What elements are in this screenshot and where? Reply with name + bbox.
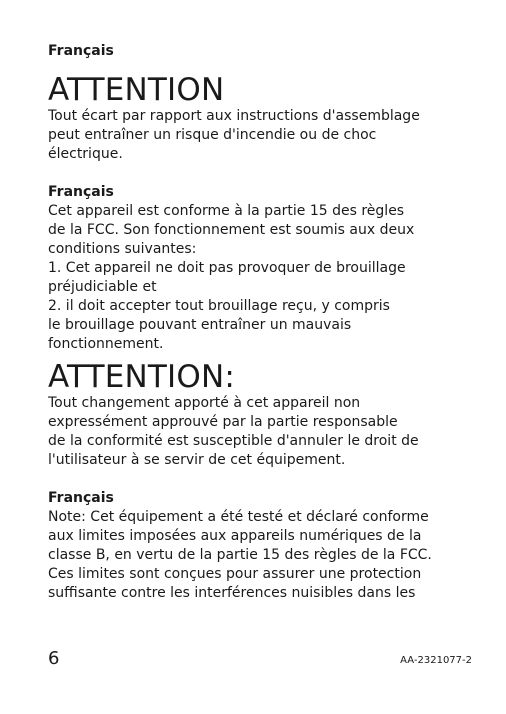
language-label-3: Français [48,490,114,506]
text-line: fonctionnement. [48,336,164,352]
document-page [48,42,468,603]
text-line: Tout écart par rapport aux instructions d'assemblage [48,108,420,124]
text-line: aux limites imposées aux appareils numériques de la [48,528,422,544]
fcc-compliance-paragraph [48,202,468,354]
text-line: Note: Cet équipement a été testé et déclaré conforme [48,509,429,525]
text-line: de la conformité est susceptible d'annuler le droit de [48,433,419,449]
text-line: classe B, en vertu de la partie 15 des règles de la FCC. [48,547,432,563]
attention-colon-heading: ATTENTION: [48,359,236,395]
text-line: de la FCC. Son fonctionnement est soumis aux deux [48,222,415,238]
text-line: Tout changement apporté à cet appareil non [48,395,361,411]
document-code: AA-2321077-2 [400,655,472,666]
attention-heading: ATTENTION [48,72,225,108]
class-b-note-paragraph [48,508,468,603]
language-label-1: Français [48,43,114,59]
text-line: préjudiciable et [48,279,157,295]
page-number: 6 [48,648,60,669]
text-line: Ces limites sont conçues pour assurer une protection [48,566,422,582]
text-line: suffisante contre les interférences nuisibles dans les [48,585,416,601]
assembly-warning-paragraph [48,107,468,164]
language-label-2: Français [48,184,114,200]
text-line: électrique. [48,146,123,162]
text-line: 2. il doit accepter tout brouillage reçu, y compris [48,298,390,314]
text-line: expressément approuvé par la partie responsable [48,414,398,430]
text-line: le brouillage pouvant entraîner un mauvais [48,317,352,333]
text-line: 1. Cet appareil ne doit pas provoquer de brouillage [48,260,406,276]
text-line: peut entraîner un risque d'incendie ou de choc [48,127,377,143]
text-line: conditions suivantes: [48,241,197,257]
text-line: l'utilisateur à se servir de cet équipement. [48,452,346,468]
text-line: Cet appareil est conforme à la partie 15 des règles [48,203,405,219]
modification-warning-paragraph [48,394,468,470]
